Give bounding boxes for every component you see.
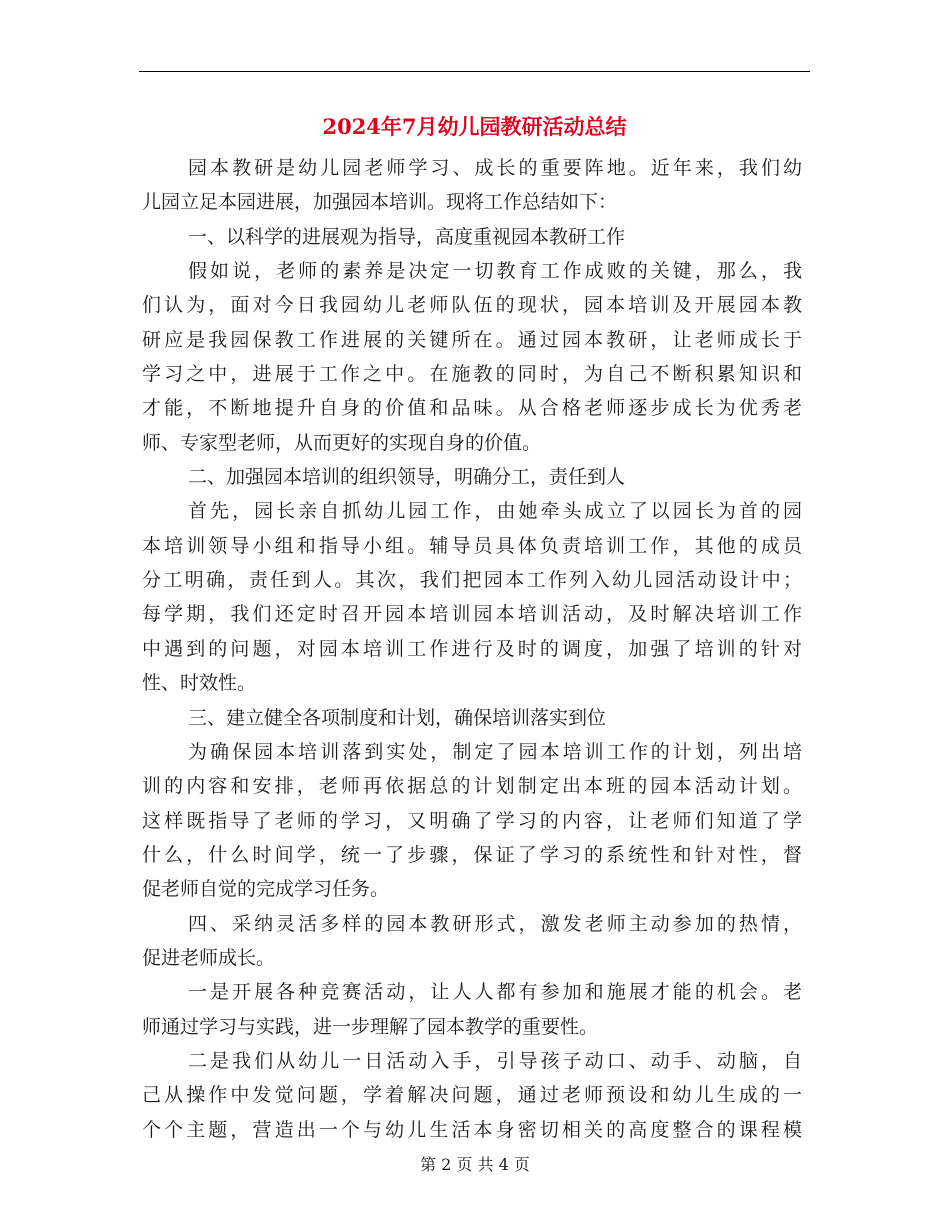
document-body [142,151,802,1147]
text-line: 二是我们从幼儿一日活动入手，引导孩子动口、动手、动脑，自 [188,1049,802,1072]
text-line: 研应是我园保教工作进展的关键所在。通过园本教研，让老师成长于 [142,328,802,351]
text-line: 儿园立足本园进展，加强园本培训。现将工作总结如下： [142,191,618,214]
text-line: 分工明确，责任到人。其次，我们把园本工作列入幼儿园活动设计中； [142,569,802,592]
text-line: 师通过学习与实践，进一步理解了园本教学的重要性。 [142,1015,599,1038]
text-line: 师、专家型老师，从而更好的实现自身的价值。 [142,431,542,454]
text-line: 什么，什么时间学，统一了步骤，保证了学习的系统性和针对性，督 [142,843,802,866]
text-line: 这样既指导了老师的学习，又明确了学习的内容，让老师们知道了学 [142,809,802,832]
text-line: 中遇到的问题，对园本培训工作进行及时的调度，加强了培训的针对 [142,637,802,660]
text-line: 一是开展各种竞赛活动，让人人都有参加和施展才能的机会。老 [188,981,802,1004]
page-number: 第 2 页 共 4 页 [420,1155,530,1174]
text-line: 为确保园本培训落到实处，制定了园本培训工作的计划，列出培 [188,740,802,763]
text-line: 一、以科学的进展观为指导，高度重视园本教研工作 [188,225,626,248]
text-line: 己从操作中发觉问题，学着解决问题，通过老师预设和幼儿生成的一 [142,1084,802,1107]
header-rule [139,71,810,72]
text-line: 三、建立健全各项制度和计划，确保培训落实到位 [188,706,607,729]
text-line: 训的内容和安排，老师再依据总的计划制定出本班的园本活动计划。 [142,775,802,798]
text-line: 才能，不断地提升自身的价值和品味。从合格老师逐步成长为优秀老 [142,397,802,420]
text-line: 促进老师成长。 [142,946,276,969]
text-line: 假如说，老师的素养是决定一切教育工作成败的关键，那么，我 [188,260,802,283]
text-line: 首先，园长亲自抓幼儿园工作，由她牵头成立了以园长为首的园 [188,500,802,523]
text-line: 性、时效性。 [142,672,257,695]
text-line: 们认为，面对今日我园幼儿老师队伍的现状，园本培训及开展园本教 [142,294,802,317]
text-line: 本培训领导小组和指导小组。辅导员具体负责培训工作，其他的成员 [142,534,802,557]
text-line: 四、采纳灵活多样的园本教研形式，激发老师主动参加的热情， [188,912,802,935]
text-line: 个个主题，营造出一个与幼儿生活本身密切相关的高度整合的课程模 [142,1118,802,1141]
text-line: 二、加强园本培训的组织领导，明确分工，责任到人 [188,466,626,489]
text-line: 园本教研是幼儿园老师学习、成长的重要阵地。近年来，我们幼 [188,157,802,179]
document-title: 2024年7月幼儿园教研活动总结 [322,114,627,139]
text-line: 学习之中，进展于工作之中。在施教的同时，为自己不断积累知识和 [142,363,802,386]
text-line: 每学期，我们还定时召开园本培训园本培训活动，及时解决培训工作 [142,603,802,626]
text-line: 促老师自觉的完成学习任务。 [142,878,390,901]
